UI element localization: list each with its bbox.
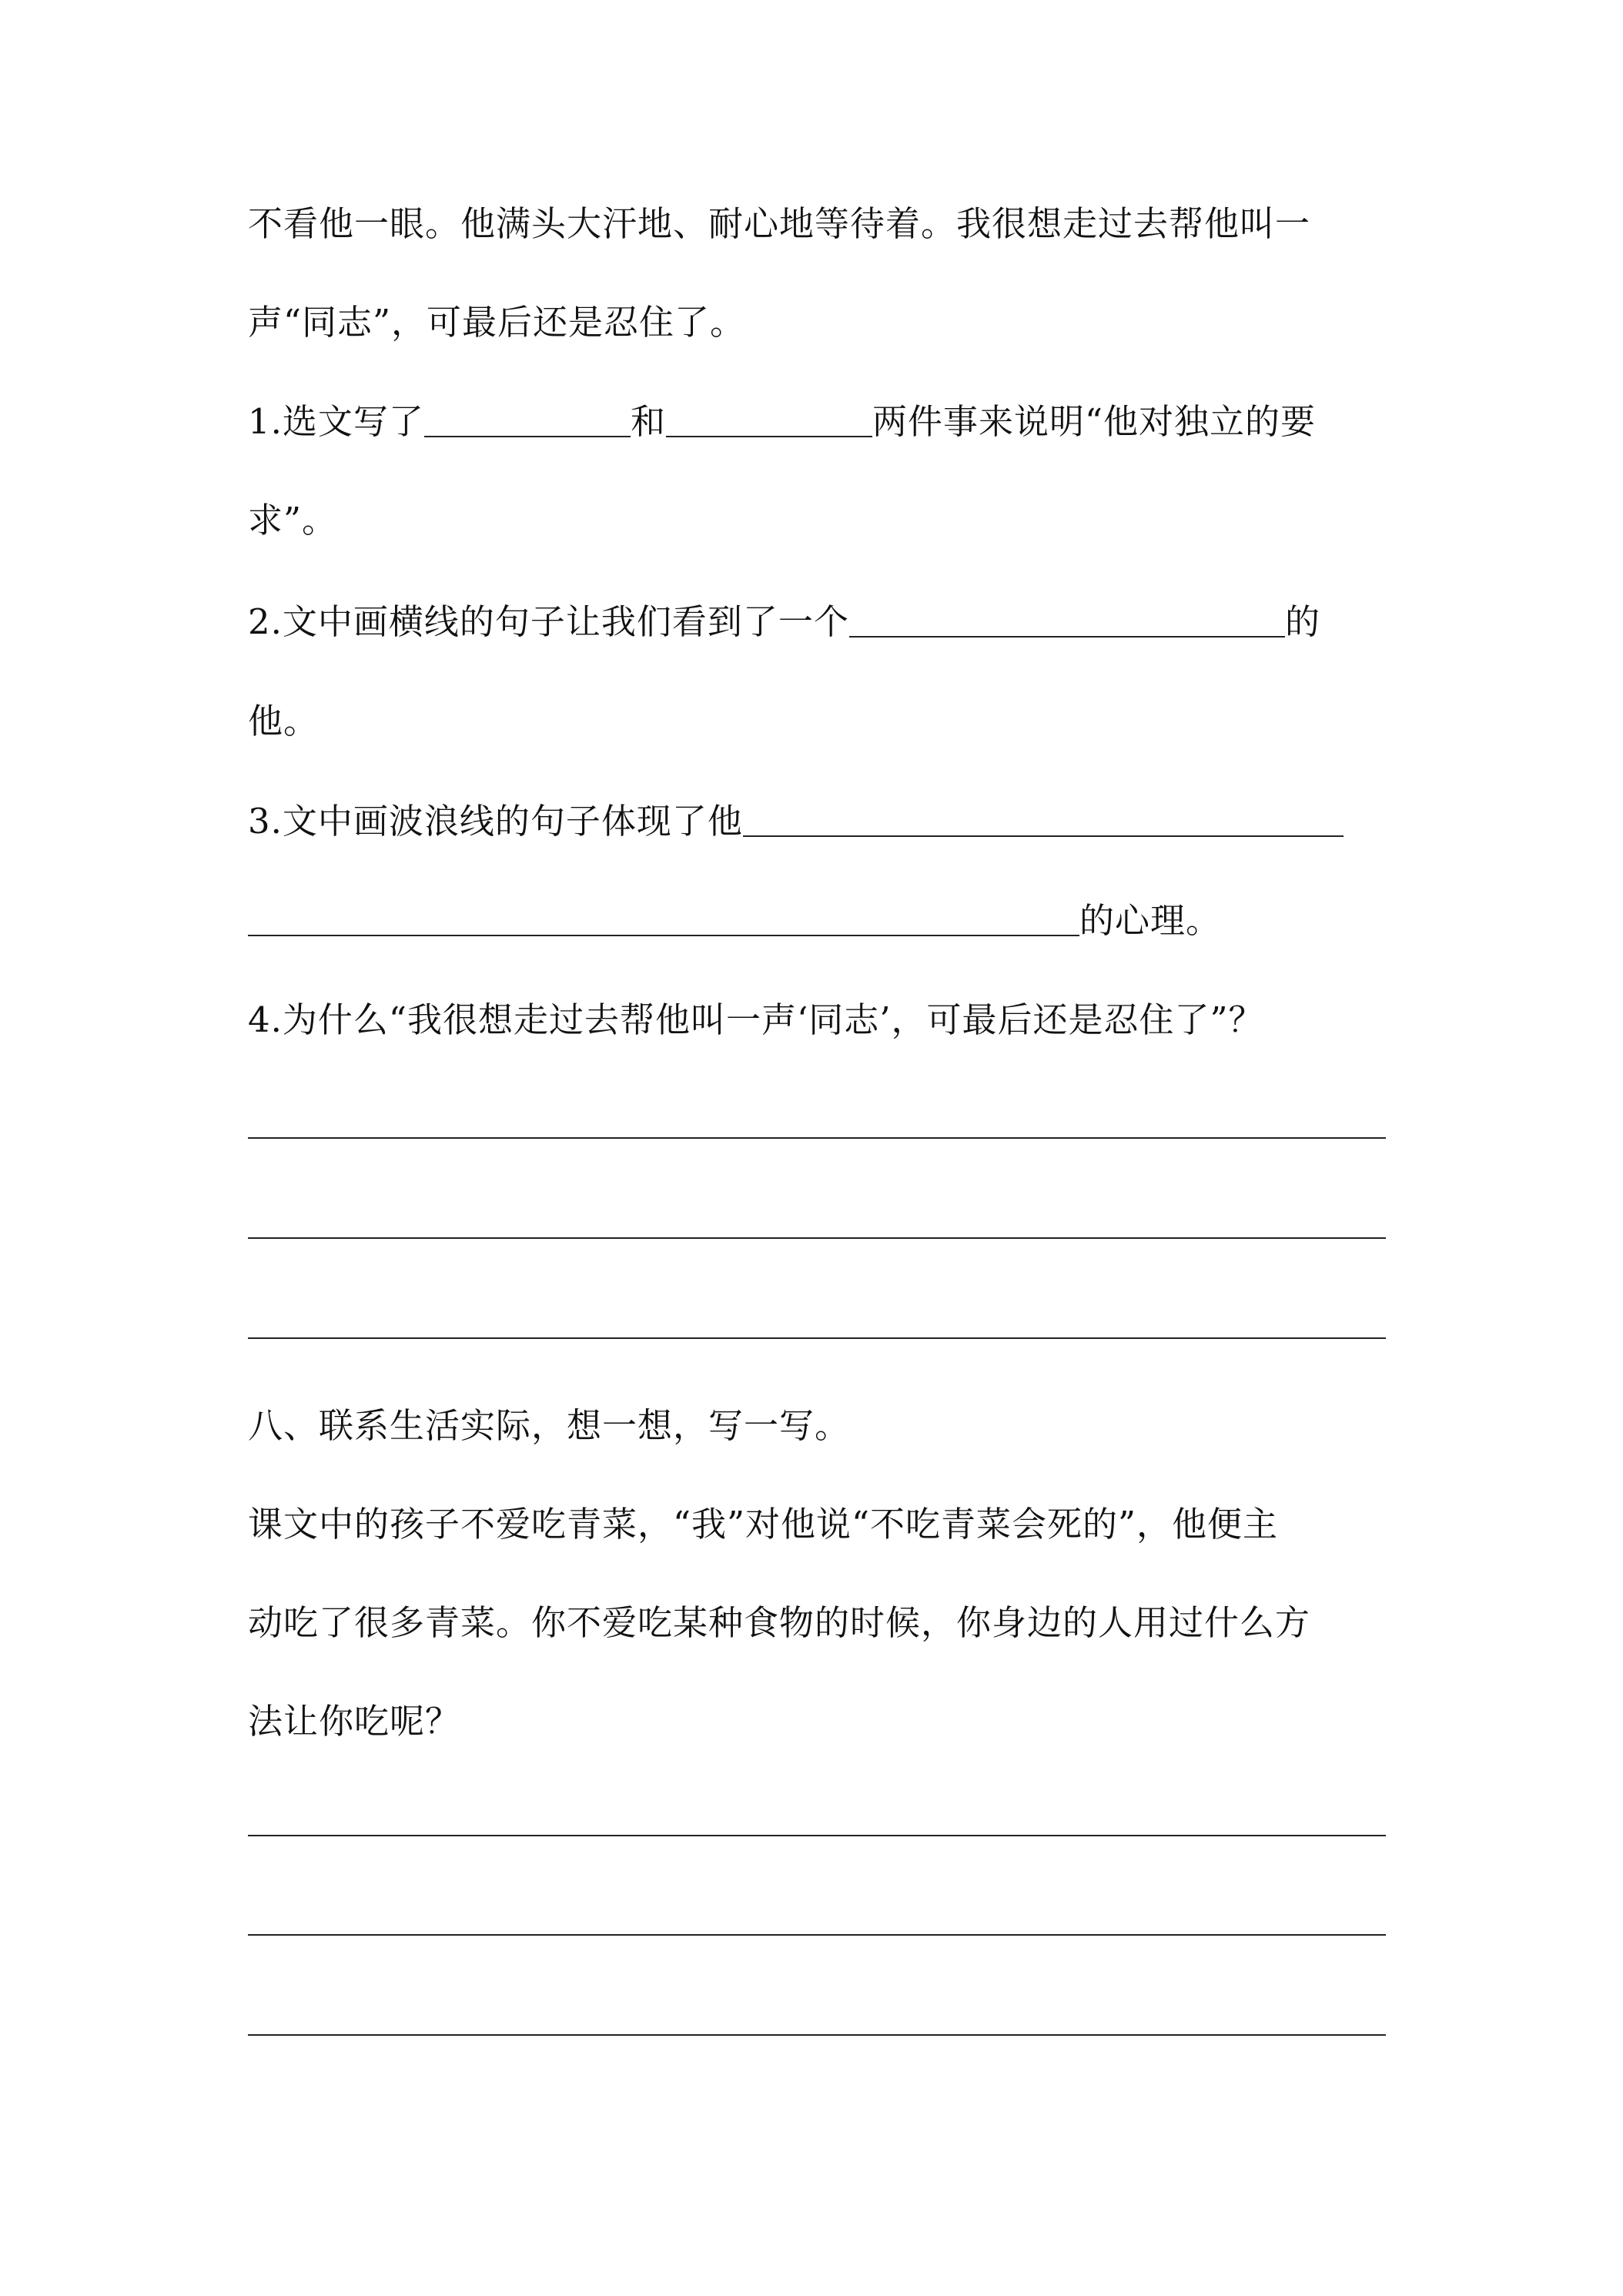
answer-blank[interactable] bbox=[666, 391, 872, 437]
answer-line[interactable] bbox=[248, 1237, 1386, 1239]
question-1-suffix: 两件事来说明“他对独立的要 bbox=[872, 401, 1316, 442]
answer-blank[interactable] bbox=[248, 890, 1079, 936]
answer-blank[interactable] bbox=[424, 391, 631, 437]
section-8-line-2: 动吃了很多青菜。你不爱吃某种食物的时候，你身边的人用过什么方 bbox=[248, 1602, 1311, 1643]
passage-line-2: 声“同志”，可最后还是忍住了。 bbox=[248, 302, 746, 343]
question-1 bbox=[248, 391, 1386, 453]
section-8-line-3: 法让你吃呢？ bbox=[248, 1701, 461, 1742]
answer-line[interactable] bbox=[248, 2034, 1386, 2036]
question-1-prefix: 1.选文写了 bbox=[248, 401, 424, 442]
question-2 bbox=[248, 591, 1386, 653]
question-3-continuation bbox=[248, 890, 1386, 952]
question-2-prefix: 2.文中画横线的句子让我们看到了一个 bbox=[248, 601, 849, 642]
question-2-continuation: 他。 bbox=[248, 701, 320, 741]
question-1-middle: 和 bbox=[630, 401, 666, 442]
answer-blank[interactable] bbox=[849, 591, 1285, 638]
answer-line[interactable] bbox=[248, 1934, 1386, 1936]
section-8-line-1: 课文中的孩子不爱吃青菜，“我”对他说“不吃青菜会死的”，他便主 bbox=[248, 1504, 1279, 1545]
question-3-prefix: 3.文中画波浪线的句子体现了他 bbox=[248, 801, 743, 842]
question-4: 4.为什么“我很想走过去帮他叫一声‘同志’，可最后还是忍住了”？ bbox=[248, 999, 1264, 1040]
passage-line-1: 不看他一眼。他满头大汗地、耐心地等待着。我很想走过去帮他叫一 bbox=[248, 203, 1311, 244]
question-2-suffix: 的 bbox=[1284, 601, 1320, 642]
question-1-continuation: 求”。 bbox=[248, 500, 338, 541]
question-3-suffix: 的心理。 bbox=[1079, 900, 1222, 941]
answer-blank[interactable] bbox=[743, 791, 1344, 837]
answer-line[interactable] bbox=[248, 1337, 1386, 1339]
answer-line[interactable] bbox=[248, 1137, 1386, 1139]
section-8-heading: 八、联系生活实际，想一想，写一写。 bbox=[248, 1405, 851, 1446]
question-3 bbox=[248, 791, 1386, 852]
answer-line[interactable] bbox=[248, 1835, 1386, 1836]
